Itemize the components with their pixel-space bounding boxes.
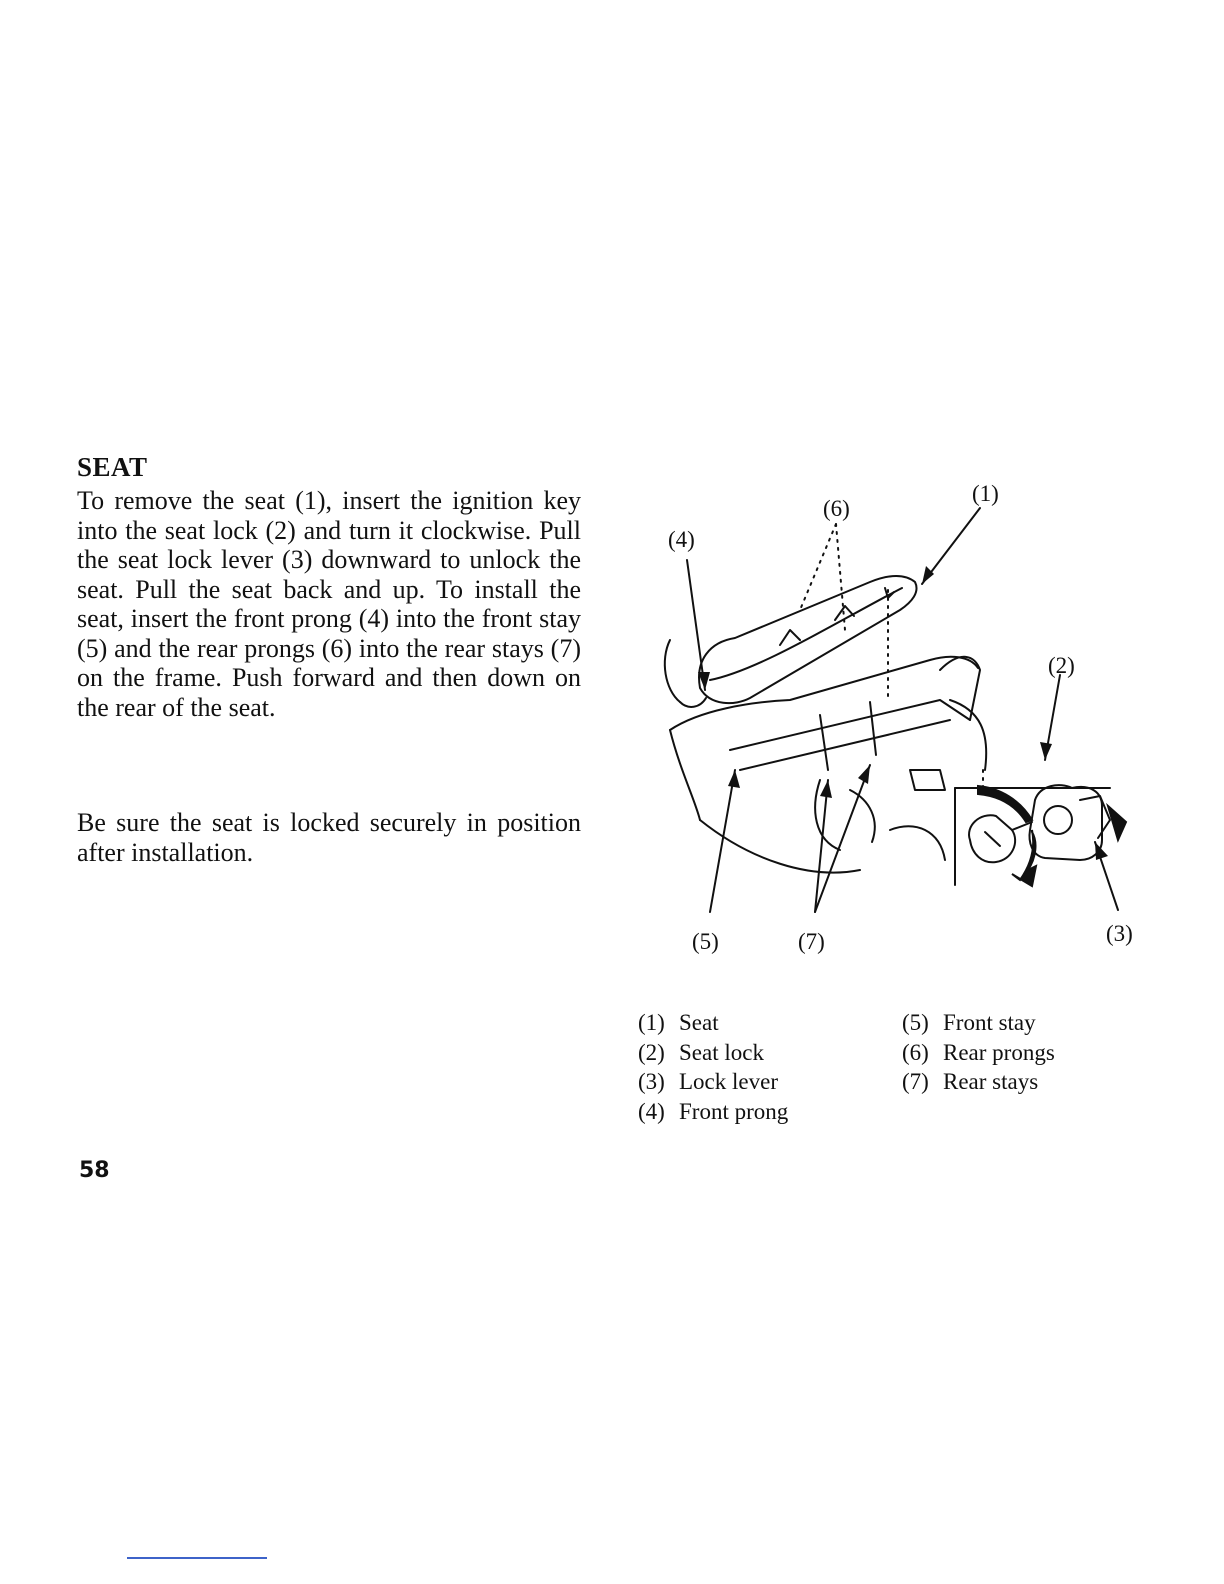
callout-3: (3) xyxy=(1106,921,1133,946)
legend-item: (7) Rear stays xyxy=(902,1069,1039,1094)
legend-left-column xyxy=(638,1008,788,1126)
motorcycle-seat-drawing xyxy=(640,470,1160,980)
callout-7: (7) xyxy=(798,929,825,954)
legend-item: (5) Front stay xyxy=(902,1010,1036,1035)
legend-item: (1) Seat xyxy=(638,1010,719,1035)
callout-6: (6) xyxy=(823,496,850,521)
callout-5: (5) xyxy=(692,929,719,954)
caution-paragraph: Be sure the seat is locked securely in position after installation. xyxy=(77,808,581,867)
page-number: 58 xyxy=(79,1158,110,1183)
section-heading: SEAT xyxy=(77,452,148,482)
instruction-paragraph: To remove the seat (1), insert the ignition key into the seat lock (2) and turn it clockwise. Pull the seat lock lever (3) downward to unlock the seat. Pull the seat back and up. To install the seat, insert the front prong (4) into the front stay (5) and the rear prongs (6) into the rear stays (7) on the frame. Push forward and then down on the rear of the seat. xyxy=(77,486,581,722)
callout-1: (1) xyxy=(972,481,999,506)
legend-right-column xyxy=(902,1008,1055,1097)
seat-removal-illustration xyxy=(640,470,1160,980)
legend-item: (6) Rear prongs xyxy=(902,1039,1055,1065)
legend-item: (4) Front prong xyxy=(638,1098,789,1124)
legend-item: (3) Lock lever xyxy=(638,1069,778,1094)
legend-item: (2) Seat lock xyxy=(638,1039,764,1065)
callout-2: (2) xyxy=(1048,653,1075,678)
callout-4: (4) xyxy=(668,527,695,552)
footer-rule xyxy=(127,1557,267,1559)
